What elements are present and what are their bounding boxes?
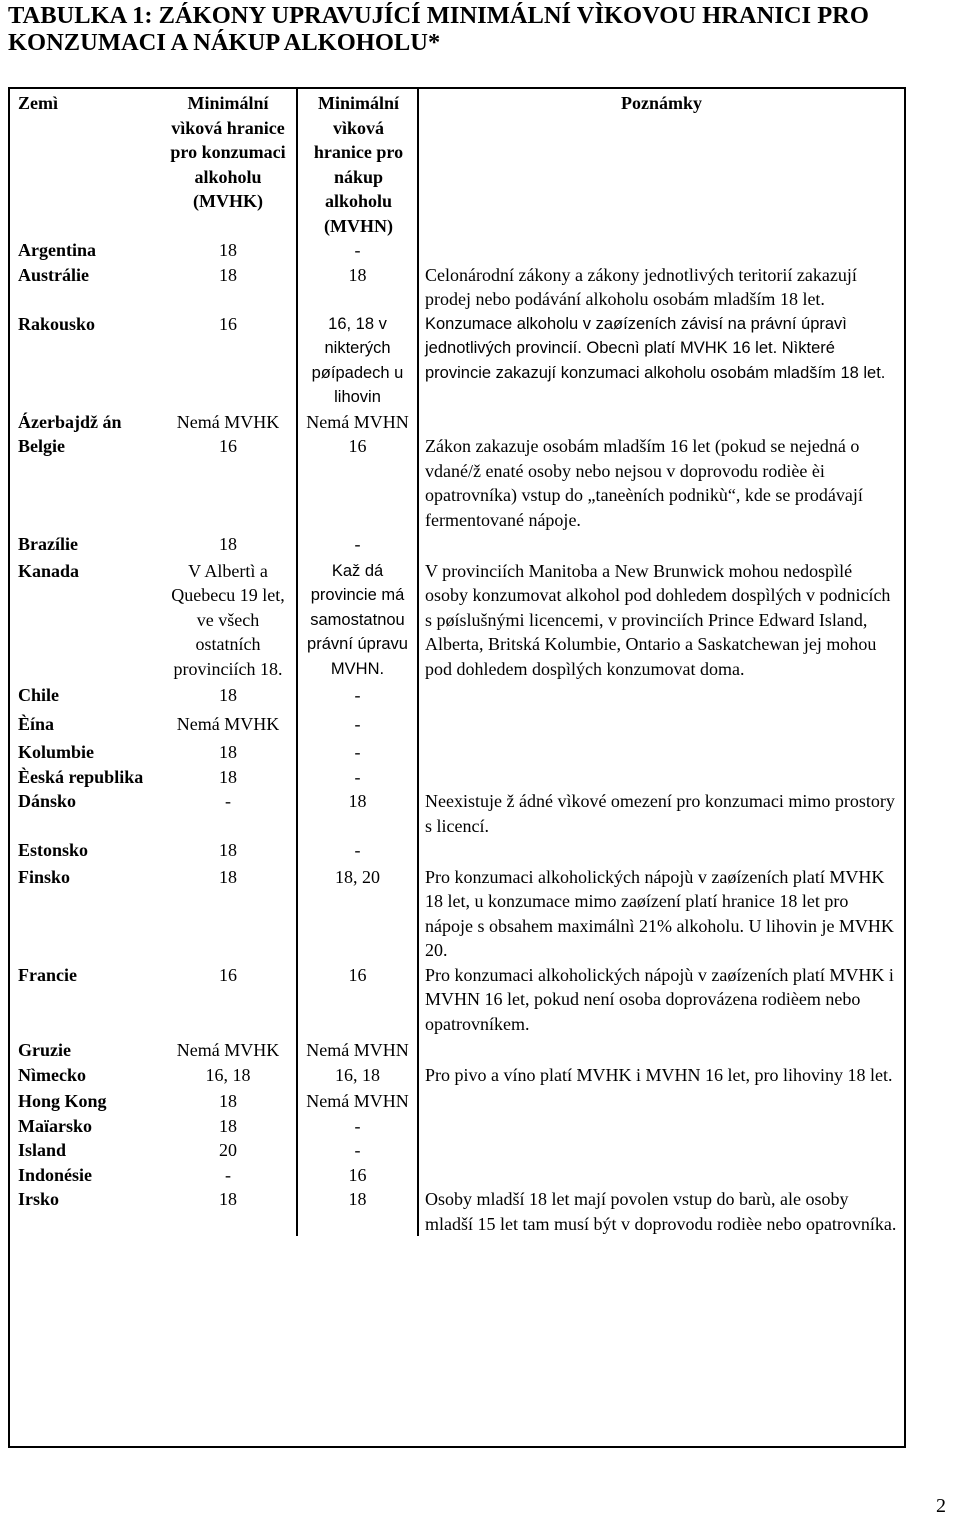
cell-mvhn: 18 bbox=[297, 789, 418, 838]
age-limits-table bbox=[10, 89, 904, 1236]
cell-country: Kolumbie bbox=[18, 742, 95, 762]
cell-mvhn: 18, 20 bbox=[297, 865, 418, 963]
cell-mvhk: 18 bbox=[219, 866, 237, 887]
cell-mvhn: - bbox=[297, 238, 418, 263]
table-row bbox=[10, 865, 904, 963]
cell-mvhk: Nemá MVHK bbox=[176, 411, 280, 432]
table-row bbox=[10, 1038, 904, 1063]
cell-mvhk: 16 bbox=[219, 313, 237, 334]
document-title: TABULKA 1: ZÁKONY UPRAVUJÍCÍ MINIMÁLNÍ VÌKOVOU HRANICI PRO KONZUMACI A NÁKUP ALKOHOLU* bbox=[8, 2, 869, 56]
cell-notes: Konzumace alkoholu v zaøízeních závisí na právní úpravì jednotlivých provincií. Obecnì platí MVHK 16 let. Nìkteré provincie zakazují konzumaci alkoholu osobám mladším 18 let. bbox=[418, 312, 904, 410]
table-row bbox=[10, 238, 904, 263]
cell-notes bbox=[418, 838, 904, 865]
cell-mvhk: 18 bbox=[219, 766, 237, 787]
cell-mvhn: Kaž dá provincie má samostatnou právní úpravu MVHN. bbox=[297, 559, 418, 684]
cell-mvhn: - bbox=[297, 683, 418, 712]
cell-country: Austrálie bbox=[18, 264, 89, 285]
cell-mvhk: 16, 18 bbox=[205, 1064, 251, 1085]
cell-notes bbox=[418, 1114, 904, 1139]
table-row bbox=[10, 559, 904, 684]
cell-mvhn: 16, 18 v nikterých pøípadech u lihovin bbox=[297, 312, 418, 410]
table-row bbox=[10, 712, 904, 741]
cell-mvhn: - bbox=[297, 532, 418, 559]
cell-country: Island bbox=[18, 1140, 67, 1160]
cell-mvhn: Nemá MVHN bbox=[297, 1038, 418, 1063]
cell-notes: Osoby mladší 18 let mají povolen vstup do barù, ale osoby mladší 15 let tam musí být v doprovodu rodièe nebo opatrovníka. bbox=[418, 1187, 904, 1236]
cell-country: Ázerbajdž án bbox=[18, 411, 122, 432]
cell-notes bbox=[418, 1163, 904, 1188]
cell-mvhn: 18 bbox=[297, 263, 418, 312]
cell-mvhk: 16 bbox=[219, 964, 237, 985]
cell-mvhk: 18 bbox=[219, 1189, 237, 1209]
cell-notes bbox=[418, 740, 904, 765]
cell-mvhk: 18 bbox=[219, 742, 237, 762]
cell-country: Francie bbox=[18, 964, 77, 985]
age-limits-table-frame bbox=[8, 87, 906, 1448]
cell-notes bbox=[418, 683, 904, 712]
table-row bbox=[10, 765, 904, 790]
cell-country: Indonésie bbox=[18, 1164, 93, 1185]
table-row bbox=[10, 1138, 904, 1163]
table-body bbox=[10, 238, 904, 1236]
cell-notes bbox=[418, 1089, 904, 1114]
cell-notes bbox=[418, 532, 904, 559]
table-row bbox=[10, 410, 904, 435]
cell-mvhn: Nemá MVHN bbox=[297, 1089, 418, 1114]
cell-country: Rakousko bbox=[18, 313, 96, 334]
cell-mvhk: 18 bbox=[219, 1091, 237, 1111]
cell-country: Finsko bbox=[18, 866, 71, 887]
table-row bbox=[10, 263, 904, 312]
cell-country: Dánsko bbox=[18, 791, 77, 811]
cell-mvhn: - bbox=[297, 712, 418, 741]
column-header-country: Zemì bbox=[18, 93, 58, 113]
cell-mvhk: 18 bbox=[219, 264, 237, 285]
cell-mvhn: 16 bbox=[297, 963, 418, 1039]
cell-country: Maïarsko bbox=[18, 1115, 92, 1136]
cell-country: Irsko bbox=[18, 1189, 60, 1209]
cell-notes bbox=[418, 1138, 904, 1163]
cell-mvhk: 16 bbox=[219, 436, 237, 456]
cell-mvhk: - bbox=[225, 791, 231, 811]
table-row bbox=[10, 312, 904, 410]
table-row bbox=[10, 1089, 904, 1114]
cell-notes bbox=[418, 410, 904, 435]
cell-mvhk: 18 bbox=[219, 840, 237, 860]
cell-notes: Pro pivo a víno platí MVHK i MVHN 16 let, pro lihoviny 18 let. bbox=[418, 1063, 904, 1090]
column-header-notes: Poznámky bbox=[418, 89, 904, 238]
table-header-row bbox=[10, 89, 904, 238]
cell-country: Hong Kong bbox=[18, 1091, 107, 1111]
cell-mvhn: - bbox=[297, 1138, 418, 1163]
cell-mvhn: 16, 18 bbox=[297, 1063, 418, 1090]
cell-mvhk: 18 bbox=[219, 685, 237, 705]
cell-notes: Neexistuje ž ádné vìkové omezení pro konzumaci mimo prostory s licencí. bbox=[418, 789, 904, 838]
cell-country: Èína bbox=[18, 713, 55, 734]
page-number: 2 bbox=[936, 1495, 946, 1517]
cell-mvhn: - bbox=[297, 765, 418, 790]
cell-mvhn: - bbox=[297, 1114, 418, 1139]
cell-country: Gruzie bbox=[18, 1040, 71, 1060]
table-row bbox=[10, 683, 904, 712]
table-row bbox=[10, 740, 904, 765]
cell-country: Estonsko bbox=[18, 840, 89, 860]
cell-notes: Zákon zakazuje osobám mladším 16 let (pokud se nejedná o vdané/ž enaté osoby nebo nejsou v doprovodu rodièe èi opatrovníka) vstup do „taneèních podnikù“, kde se prodávají fermentované nápoje. bbox=[418, 434, 904, 532]
cell-mvhk: 18 bbox=[219, 534, 237, 554]
cell-notes bbox=[418, 1038, 904, 1063]
cell-mvhn: Nemá MVHN bbox=[297, 410, 418, 435]
cell-mvhk: 18 bbox=[219, 1115, 237, 1136]
cell-country: Argentina bbox=[18, 240, 96, 260]
cell-country: Chile bbox=[18, 685, 60, 705]
cell-notes bbox=[418, 712, 904, 741]
cell-country: Kanada bbox=[18, 560, 80, 581]
table-row bbox=[10, 1187, 904, 1236]
cell-mvhn: - bbox=[297, 740, 418, 765]
cell-notes bbox=[418, 238, 904, 263]
table-row bbox=[10, 1163, 904, 1188]
cell-country: Èeská republika bbox=[18, 766, 144, 787]
column-header-mvhk: Minimální vìková hranice pro konzumaci alkoholu (MVHK) bbox=[170, 93, 286, 211]
cell-country: Brazílie bbox=[18, 534, 78, 554]
cell-notes: Pro konzumaci alkoholických nápojù v zaøízeních platí MVHK i MVHN 16 let, pokud není osoba doprovázena rodièem nebo opatrovníkem. bbox=[418, 963, 904, 1039]
cell-country: Belgie bbox=[18, 436, 65, 456]
table-row bbox=[10, 963, 904, 1039]
cell-mvhn: - bbox=[297, 838, 418, 865]
cell-mvhk: 20 bbox=[219, 1140, 237, 1160]
cell-mvhk: Nemá MVHK bbox=[176, 1040, 280, 1060]
table-row bbox=[10, 1063, 904, 1090]
cell-country: Nìmecko bbox=[18, 1064, 86, 1085]
table-row bbox=[10, 1114, 904, 1139]
cell-notes: Celonárodní zákony a zákony jednotlivých teritorií zakazují prodej nebo podávání alkoholu osobám mladším 18 let. bbox=[418, 263, 904, 312]
cell-mvhn: 16 bbox=[297, 1163, 418, 1188]
table-row bbox=[10, 789, 904, 838]
cell-notes bbox=[418, 765, 904, 790]
cell-notes: V provinciích Manitoba a New Brunwick mohou nedospìlé osoby konzumovat alkohol pod dohledem dospìlých v podnicích s pøíslušnými licencemi, v provinciích Prince Edward Island, Alberta, Britská Kolumbie, Ontario a Saskatchewan jej mohou pod dohledem dospìlých konzumovat doma. bbox=[418, 559, 904, 684]
table-row bbox=[10, 532, 904, 559]
column-header-mvhn: Minimální vìková hranice pro nákup alkoholu (MVHN) bbox=[297, 89, 418, 238]
cell-notes: Pro konzumaci alkoholických nápojù v zaøízeních platí MVHK 18 let, u konzumace mimo zaøízení platí hranice 18 let pro nápoje s obsahem maximálnì 21% alkoholu. U lihovin je MVHK 20. bbox=[418, 865, 904, 963]
cell-mvhk: V Albertì a Quebecu 19 let, ve všech ostatních provinciích 18. bbox=[171, 560, 285, 679]
cell-mvhk: 18 bbox=[219, 240, 237, 260]
cell-mvhk: Nemá MVHK bbox=[176, 713, 280, 734]
cell-mvhk: - bbox=[225, 1164, 231, 1185]
cell-mvhn: 16 bbox=[297, 434, 418, 532]
cell-mvhn: 18 bbox=[297, 1187, 418, 1236]
table-row bbox=[10, 838, 904, 865]
table-row bbox=[10, 434, 904, 532]
